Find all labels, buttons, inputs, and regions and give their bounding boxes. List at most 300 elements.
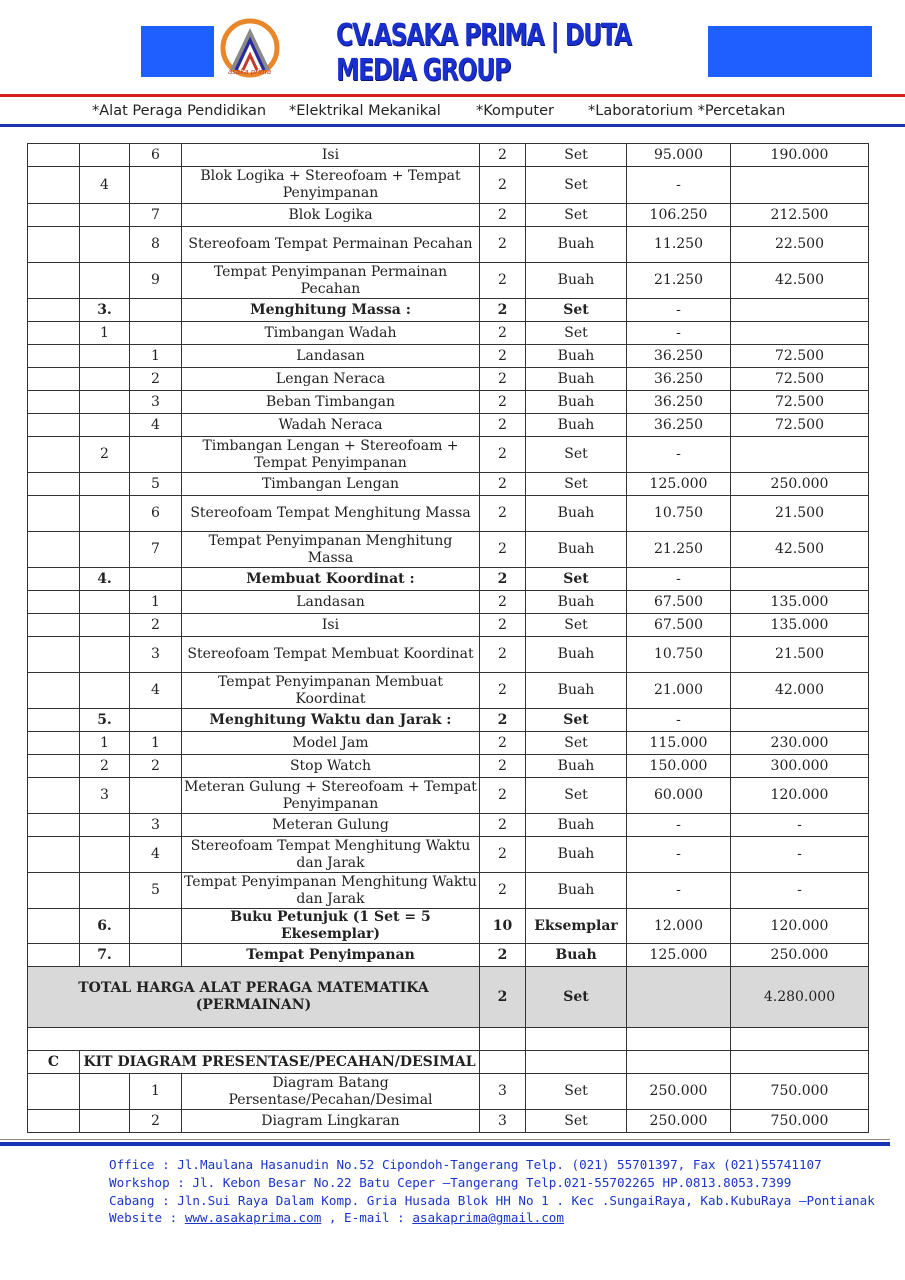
col-group-cell: [28, 532, 80, 568]
col-group-cell: [28, 614, 80, 637]
item-name-cell: Blok Logika: [182, 204, 480, 227]
item-name-cell: Stereofoam Tempat Menghitung Waktu dan Jarak: [182, 837, 480, 873]
item-name-cell: Diagram Lingkaran: [182, 1110, 480, 1133]
unit-price-cell: 21.250: [627, 263, 731, 299]
section-row: [28, 1051, 869, 1074]
item-name-cell: Stereofoam Tempat Permainan Pecahan: [182, 227, 480, 263]
col-group-cell: [28, 944, 80, 967]
tagline-item: *Komputer: [476, 103, 554, 119]
unit-price-cell: 36.250: [627, 345, 731, 368]
unit-price-cell: -: [627, 167, 731, 204]
item-name-cell: Isi: [182, 144, 480, 167]
unit-price-cell: -: [627, 437, 731, 473]
unit-cell: Buah: [526, 263, 627, 299]
qty-cell: 2: [480, 591, 526, 614]
col-no-cell: [80, 673, 130, 709]
tagline-item: *Elektrikal Mekanikal: [289, 103, 441, 119]
qty-cell: 2: [480, 144, 526, 167]
item-name-cell: Tempat Penyimpanan: [182, 944, 480, 967]
unit-price-cell: -: [627, 299, 731, 322]
unit-price-cell: 115.000: [627, 732, 731, 755]
total-label-cell: TOTAL HARGA ALAT PERAGA MATEMATIKA (PERMAINAN): [28, 967, 480, 1028]
table-row: [28, 299, 869, 322]
unit-price-cell: 106.250: [627, 204, 731, 227]
unit-price-cell: 36.250: [627, 391, 731, 414]
total-price-cell: 250.000: [731, 473, 869, 496]
col-no-cell: [80, 814, 130, 837]
empty-cell: [526, 1051, 627, 1074]
item-name-cell: Menghitung Massa :: [182, 299, 480, 322]
empty-cell: [731, 1051, 869, 1074]
col-no-cell: [80, 873, 130, 909]
unit-cell: Set: [526, 778, 627, 814]
unit-cell: Set: [526, 167, 627, 204]
header-bar-right: [708, 26, 872, 77]
table-row: [28, 637, 869, 673]
qty-cell: 2: [480, 299, 526, 322]
total-price-cell: -: [731, 873, 869, 909]
col-no-cell: [80, 614, 130, 637]
col-group-cell: [28, 227, 80, 263]
table-row: [28, 873, 869, 909]
table-row: [28, 263, 869, 299]
total-price-cell: 22.500: [731, 227, 869, 263]
footer-divider: [0, 1142, 890, 1146]
unit-cell: Buah: [526, 345, 627, 368]
spacer-cell: [480, 1028, 526, 1051]
section-title-cell: KIT DIAGRAM PRESENTASE/PECAHAN/DESIMAL: [80, 1051, 480, 1074]
table-row: [28, 368, 869, 391]
unit-cell: Buah: [526, 814, 627, 837]
header-bar-left: [141, 26, 214, 77]
unit-cell: Buah: [526, 944, 627, 967]
unit-price-cell: 12.000: [627, 909, 731, 944]
total-price-cell: 42.500: [731, 263, 869, 299]
col-no-cell: [80, 391, 130, 414]
col-group-cell: [28, 322, 80, 345]
unit-price-cell: -: [627, 322, 731, 345]
table-row: [28, 755, 869, 778]
col-sub-no-cell: [130, 709, 182, 732]
total-price-cell: [731, 437, 869, 473]
col-no-cell: [80, 227, 130, 263]
col-sub-no-cell: [130, 167, 182, 204]
table-row: [28, 414, 869, 437]
section-code-cell: C: [28, 1051, 80, 1074]
item-name-cell: Stereofoam Tempat Membuat Koordinat: [182, 637, 480, 673]
spacer-cell: [627, 1028, 731, 1051]
qty-cell: 2: [480, 673, 526, 709]
table-row: [28, 673, 869, 709]
unit-price-cell: -: [627, 814, 731, 837]
col-sub-no-cell: 7: [130, 532, 182, 568]
unit-cell: Set: [526, 568, 627, 591]
item-name-cell: Stop Watch: [182, 755, 480, 778]
col-sub-no-cell: 5: [130, 473, 182, 496]
total-qty-cell: 2: [480, 967, 526, 1028]
total-price-cell: 72.500: [731, 368, 869, 391]
item-name-cell: Tempat Penyimpanan Permainan Pecahan: [182, 263, 480, 299]
col-no-cell: [80, 1074, 130, 1110]
col-group-cell: [28, 496, 80, 532]
total-unit-price-cell: [627, 967, 731, 1028]
table-row: [28, 837, 869, 873]
qty-cell: 2: [480, 637, 526, 673]
item-name-cell: Timbangan Lengan: [182, 473, 480, 496]
unit-price-cell: 60.000: [627, 778, 731, 814]
price-table: [27, 143, 869, 1133]
col-no-cell: 2: [80, 755, 130, 778]
grand-total-cell: 4.280.000: [731, 967, 869, 1028]
qty-cell: 2: [480, 814, 526, 837]
qty-cell: 2: [480, 532, 526, 568]
item-name-cell: Timbangan Lengan + Stereofoam + Tempat Penyimpanan: [182, 437, 480, 473]
table-row: [28, 814, 869, 837]
col-no-cell: 3: [80, 778, 130, 814]
unit-cell: Set: [526, 144, 627, 167]
item-name-cell: Wadah Neraca: [182, 414, 480, 437]
col-sub-no-cell: 4: [130, 837, 182, 873]
total-price-cell: [731, 322, 869, 345]
total-price-cell: 120.000: [731, 778, 869, 814]
col-group-cell: [28, 673, 80, 709]
qty-cell: 2: [480, 755, 526, 778]
total-price-cell: 120.000: [731, 909, 869, 944]
col-no-cell: 6.: [80, 909, 130, 944]
unit-price-cell: 250.000: [627, 1110, 731, 1133]
total-price-cell: 72.500: [731, 345, 869, 368]
total-price-cell: 190.000: [731, 144, 869, 167]
qty-cell: 2: [480, 263, 526, 299]
table-row: [28, 322, 869, 345]
unit-cell: Set: [526, 709, 627, 732]
table-row: [28, 473, 869, 496]
table-row: [28, 591, 869, 614]
item-name-cell: Buku Petunjuk (1 Set = 5 Ekesemplar): [182, 909, 480, 944]
unit-price-cell: 125.000: [627, 944, 731, 967]
col-no-cell: [80, 144, 130, 167]
total-price-cell: [731, 568, 869, 591]
col-no-cell: [80, 1110, 130, 1133]
qty-cell: 2: [480, 873, 526, 909]
unit-cell: Set: [526, 1074, 627, 1110]
unit-price-cell: 11.250: [627, 227, 731, 263]
qty-cell: 2: [480, 437, 526, 473]
website-label: Website :: [109, 1210, 185, 1226]
item-name-cell: Tempat Penyimpanan Menghitung Waktu dan Jarak: [182, 873, 480, 909]
unit-cell: Buah: [526, 673, 627, 709]
spacer-row: [28, 1028, 869, 1051]
qty-cell: 2: [480, 944, 526, 967]
total-price-cell: 42.500: [731, 532, 869, 568]
table-row: [28, 391, 869, 414]
col-no-cell: 5.: [80, 709, 130, 732]
col-sub-no-cell: 1: [130, 732, 182, 755]
item-name-cell: Tempat Penyimpanan Membuat Koordinat: [182, 673, 480, 709]
footer-workshop: Workshop : Jl. Kebon Besar No.22 Batu Ceper –Tangerang Telp.021-55702265 HP.0813.8053.7399: [109, 1174, 792, 1190]
col-sub-no-cell: [130, 909, 182, 944]
unit-price-cell: 21.000: [627, 673, 731, 709]
qty-cell: 2: [480, 167, 526, 204]
item-name-cell: Timbangan Wadah: [182, 322, 480, 345]
col-sub-no-cell: 2: [130, 1110, 182, 1133]
col-no-cell: [80, 345, 130, 368]
unit-price-cell: 10.750: [627, 496, 731, 532]
item-name-cell: Lengan Neraca: [182, 368, 480, 391]
col-group-cell: [28, 709, 80, 732]
col-group-cell: [28, 144, 80, 167]
total-price-cell: 212.500: [731, 204, 869, 227]
total-price-cell: 750.000: [731, 1074, 869, 1110]
col-sub-no-cell: 8: [130, 227, 182, 263]
col-no-cell: [80, 263, 130, 299]
unit-cell: Set: [526, 614, 627, 637]
qty-cell: 2: [480, 709, 526, 732]
table-row: [28, 144, 869, 167]
total-price-cell: [731, 709, 869, 732]
col-group-cell: [28, 299, 80, 322]
col-group-cell: [28, 732, 80, 755]
col-group-cell: [28, 1110, 80, 1133]
website-link[interactable]: www.asakaprima.com: [184, 1210, 322, 1226]
unit-cell: Buah: [526, 755, 627, 778]
spacer-cell: [28, 1028, 480, 1051]
unit-cell: Buah: [526, 873, 627, 909]
col-no-cell: [80, 496, 130, 532]
col-sub-no-cell: 1: [130, 1074, 182, 1110]
unit-cell: Buah: [526, 532, 627, 568]
total-price-cell: 72.500: [731, 391, 869, 414]
col-group-cell: [28, 1074, 80, 1110]
item-name-cell: Meteran Gulung + Stereofoam + Tempat Penyimpanan: [182, 778, 480, 814]
unit-price-cell: 36.250: [627, 414, 731, 437]
col-group-cell: [28, 167, 80, 204]
table-row: [28, 496, 869, 532]
table-row: [28, 709, 869, 732]
footer-web-line: [109, 1209, 875, 1227]
col-sub-no-cell: 3: [130, 637, 182, 673]
col-sub-no-cell: 9: [130, 263, 182, 299]
col-no-cell: [80, 368, 130, 391]
unit-cell: Buah: [526, 227, 627, 263]
col-group-cell: [28, 837, 80, 873]
col-sub-no-cell: 5: [130, 873, 182, 909]
logo-caption: asaka prima: [228, 68, 272, 76]
col-sub-no-cell: 2: [130, 368, 182, 391]
col-no-cell: 2: [80, 437, 130, 473]
item-name-cell: Blok Logika + Stereofoam + Tempat Penyimpanan: [182, 167, 480, 204]
table-row: [28, 732, 869, 755]
col-no-cell: 4: [80, 167, 130, 204]
unit-price-cell: 36.250: [627, 368, 731, 391]
total-price-cell: 230.000: [731, 732, 869, 755]
qty-cell: 2: [480, 345, 526, 368]
col-no-cell: [80, 414, 130, 437]
unit-price-cell: 67.500: [627, 614, 731, 637]
qty-cell: 2: [480, 778, 526, 814]
total-price-cell: 135.000: [731, 591, 869, 614]
qty-cell: 2: [480, 614, 526, 637]
unit-price-cell: 21.250: [627, 532, 731, 568]
unit-cell: Buah: [526, 496, 627, 532]
col-no-cell: [80, 532, 130, 568]
qty-cell: 2: [480, 496, 526, 532]
unit-price-cell: -: [627, 709, 731, 732]
qty-cell: 2: [480, 227, 526, 263]
unit-cell: Buah: [526, 368, 627, 391]
col-no-cell: [80, 473, 130, 496]
col-sub-no-cell: [130, 322, 182, 345]
unit-price-cell: 67.500: [627, 591, 731, 614]
col-sub-no-cell: 4: [130, 414, 182, 437]
table-row: [28, 568, 869, 591]
item-name-cell: Landasan: [182, 345, 480, 368]
total-price-cell: 72.500: [731, 414, 869, 437]
unit-price-cell: 95.000: [627, 144, 731, 167]
qty-cell: 2: [480, 391, 526, 414]
table-row: [28, 1110, 869, 1133]
col-sub-no-cell: [130, 944, 182, 967]
col-group-cell: [28, 345, 80, 368]
col-no-cell: [80, 837, 130, 873]
table-row: [28, 227, 869, 263]
tagline-item: *Alat Peraga Pendidikan: [92, 103, 267, 119]
qty-cell: 3: [480, 1110, 526, 1133]
col-no-cell: [80, 591, 130, 614]
col-group-cell: [28, 473, 80, 496]
unit-price-cell: 10.750: [627, 637, 731, 673]
qty-cell: 2: [480, 732, 526, 755]
unit-price-cell: -: [627, 568, 731, 591]
item-name-cell: Membuat Koordinat :: [182, 568, 480, 591]
table-row: [28, 944, 869, 967]
col-sub-no-cell: 1: [130, 345, 182, 368]
col-sub-no-cell: [130, 568, 182, 591]
col-no-cell: 3.: [80, 299, 130, 322]
unit-cell: Buah: [526, 591, 627, 614]
table-row: [28, 345, 869, 368]
col-group-cell: [28, 568, 80, 591]
header-divider-blue: [0, 124, 905, 127]
col-sub-no-cell: 6: [130, 496, 182, 532]
col-sub-no-cell: [130, 437, 182, 473]
col-sub-no-cell: 4: [130, 673, 182, 709]
table-row: [28, 909, 869, 944]
spacer-cell: [731, 1028, 869, 1051]
item-name-cell: Landasan: [182, 591, 480, 614]
col-group-cell: [28, 391, 80, 414]
col-group-cell: [28, 591, 80, 614]
table-row: [28, 778, 869, 814]
unit-cell: Set: [526, 1110, 627, 1133]
table-row: [28, 532, 869, 568]
col-group-cell: [28, 778, 80, 814]
col-sub-no-cell: 2: [130, 755, 182, 778]
unit-cell: Set: [526, 732, 627, 755]
col-sub-no-cell: 2: [130, 614, 182, 637]
total-price-cell: 21.500: [731, 496, 869, 532]
col-group-cell: [28, 414, 80, 437]
col-group-cell: [28, 909, 80, 944]
col-group-cell: [28, 437, 80, 473]
email-label: , E-mail :: [321, 1210, 413, 1226]
table-row: [28, 437, 869, 473]
unit-cell: Set: [526, 437, 627, 473]
col-no-cell: 1: [80, 322, 130, 345]
total-row: [28, 967, 869, 1028]
company-name: CV.ASAKA PRIMA | DUTA MEDIA GROUP: [335, 18, 631, 88]
qty-cell: 3: [480, 1074, 526, 1110]
email-link[interactable]: asakaprima@gmail.com: [412, 1210, 564, 1226]
qty-cell: 2: [480, 568, 526, 591]
item-name-cell: Tempat Penyimpanan Menghitung Massa: [182, 532, 480, 568]
total-price-cell: 300.000: [731, 755, 869, 778]
footer-cabang: Cabang : Jln.Sui Raya Dalam Komp. Gria Husada Blok HH No 1 . Kec .SungaiRaya, Kab.KubuRaya –Pontianak: [109, 1192, 875, 1208]
spacer-cell: [526, 1028, 627, 1051]
table-row: [28, 1074, 869, 1110]
unit-cell: Eksemplar: [526, 909, 627, 944]
item-name-cell: Diagram Batang Persentase/Pecahan/Desimal: [182, 1074, 480, 1110]
col-group-cell: [28, 368, 80, 391]
total-price-cell: 42.000: [731, 673, 869, 709]
col-group-cell: [28, 204, 80, 227]
total-price-cell: -: [731, 837, 869, 873]
table-row: [28, 167, 869, 204]
qty-cell: 10: [480, 909, 526, 944]
col-sub-no-cell: [130, 299, 182, 322]
unit-cell: Buah: [526, 414, 627, 437]
col-no-cell: [80, 204, 130, 227]
unit-cell: Buah: [526, 391, 627, 414]
col-group-cell: [28, 637, 80, 673]
unit-price-cell: 150.000: [627, 755, 731, 778]
total-price-cell: -: [731, 814, 869, 837]
tagline: [0, 101, 905, 123]
total-unit-cell: Set: [526, 967, 627, 1028]
col-sub-no-cell: 6: [130, 144, 182, 167]
col-group-cell: [28, 755, 80, 778]
col-no-cell: 4.: [80, 568, 130, 591]
total-price-cell: 21.500: [731, 637, 869, 673]
total-price-cell: [731, 167, 869, 204]
unit-cell: Set: [526, 204, 627, 227]
col-group-cell: [28, 263, 80, 299]
qty-cell: 2: [480, 473, 526, 496]
empty-cell: [627, 1051, 731, 1074]
footer-divider-thin: [0, 1139, 890, 1140]
empty-cell: [480, 1051, 526, 1074]
unit-cell: Buah: [526, 637, 627, 673]
qty-cell: 2: [480, 837, 526, 873]
qty-cell: 2: [480, 414, 526, 437]
total-price-cell: 750.000: [731, 1110, 869, 1133]
unit-cell: Buah: [526, 837, 627, 873]
item-name-cell: Isi: [182, 614, 480, 637]
unit-price-cell: -: [627, 837, 731, 873]
item-name-cell: Stereofoam Tempat Menghitung Massa: [182, 496, 480, 532]
qty-cell: 2: [480, 204, 526, 227]
qty-cell: 2: [480, 368, 526, 391]
unit-price-cell: 250.000: [627, 1074, 731, 1110]
col-sub-no-cell: 3: [130, 391, 182, 414]
qty-cell: 2: [480, 322, 526, 345]
col-group-cell: [28, 814, 80, 837]
footer-office: Office : Jl.Maulana Hasanudin No.52 Cipondoh-Tangerang Telp. (021) 55701397, Fax (021)55741107: [109, 1157, 822, 1172]
unit-price-cell: 125.000: [627, 473, 731, 496]
unit-cell: Set: [526, 473, 627, 496]
total-price-cell: 135.000: [731, 614, 869, 637]
col-sub-no-cell: [130, 778, 182, 814]
